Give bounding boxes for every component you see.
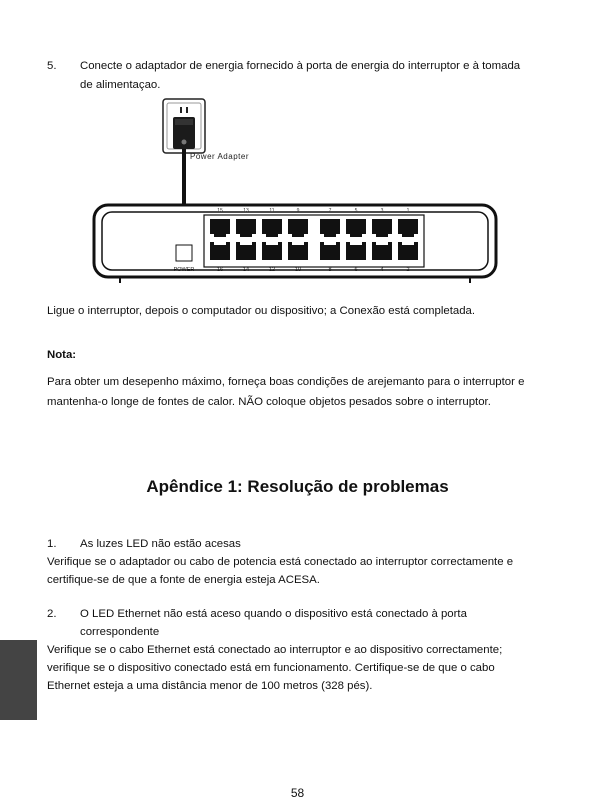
step-5-text-line-1: Conecte o adaptador de energia fornecido à porta de energia do interruptor e à tomada bbox=[80, 60, 521, 72]
port-number-top: 9 bbox=[296, 208, 300, 214]
port-number-bottom: 14 bbox=[242, 267, 250, 273]
port-number-bottom: 6 bbox=[354, 267, 358, 273]
switch-illustration bbox=[80, 95, 510, 295]
appendix-title: Apêndice 1: Resolução de problemas bbox=[146, 477, 449, 496]
port-number-bottom: 10 bbox=[294, 267, 302, 273]
port-number-bottom: 2 bbox=[406, 267, 410, 273]
item-1-text-line-1: Verifique se o adaptador ou cabo de potencia está conectado ao interruptor correctamente e bbox=[47, 556, 514, 568]
item-1-number: 1. bbox=[47, 538, 57, 550]
power-adapter-icon bbox=[173, 117, 195, 149]
item-2-title-line-1: O LED Ethernet não está aceso quando o dispositivo está conectado à porta bbox=[80, 608, 467, 620]
item-2-text-line-3: Ethernet esteja a uma distância menor de 100 metros (328 pés). bbox=[47, 680, 373, 692]
port-number-top: 13 bbox=[243, 208, 249, 214]
note-heading: Nota: bbox=[47, 349, 77, 361]
item-2-text-line-2: verifique se o dispositivo conectado está em funcionamento. Certifique-se de que o cabo bbox=[47, 662, 495, 674]
item-1-title: As luzes LED não estão acesas bbox=[80, 538, 241, 550]
port-number-bottom: 4 bbox=[380, 267, 384, 273]
note-text-line-2: mantenha-o longe de fontes de calor. NÃO coloque objetos pesados sobre o interruptor. bbox=[47, 396, 491, 408]
port-number-bottom: 8 bbox=[328, 267, 332, 273]
port-number-top: 5 bbox=[354, 208, 358, 214]
item-2-number: 2. bbox=[47, 608, 57, 620]
page-number: 58 bbox=[290, 786, 305, 800]
port-number-bottom: 16 bbox=[216, 267, 224, 273]
power-label: POWER bbox=[173, 267, 195, 273]
port-number-top: 1 bbox=[406, 208, 410, 214]
port-number-top: 3 bbox=[380, 208, 384, 214]
power-adapter-label: Power Adapter bbox=[190, 152, 249, 161]
port-number-top: 15 bbox=[217, 208, 223, 214]
item-1-text-line-2: certifique-se de que a fonte de energia esteja ACESA. bbox=[47, 574, 320, 586]
side-tab bbox=[0, 640, 37, 720]
step-5-text-line-2: de alimentaçao. bbox=[80, 79, 161, 91]
port-number-top: 11 bbox=[269, 208, 275, 214]
power-port-icon bbox=[176, 245, 192, 261]
port-number-top: 7 bbox=[328, 208, 332, 214]
step-5-number: 5. bbox=[47, 60, 57, 72]
item-2-title-line-2: correspondente bbox=[80, 626, 160, 638]
port-number-bottom: 12 bbox=[268, 267, 276, 273]
connection-complete-text: Ligue o interruptor, depois o computador ou dispositivo; a Conexão está completada. bbox=[47, 305, 476, 317]
item-2-text-line-1: Verifique se o cabo Ethernet está conectado ao interruptor e ao dispositivo correctamente; bbox=[47, 644, 503, 656]
note-text-line-1: Para obter um desepenho máximo, forneça boas condições de arejemanto para o interruptor e bbox=[47, 376, 525, 388]
